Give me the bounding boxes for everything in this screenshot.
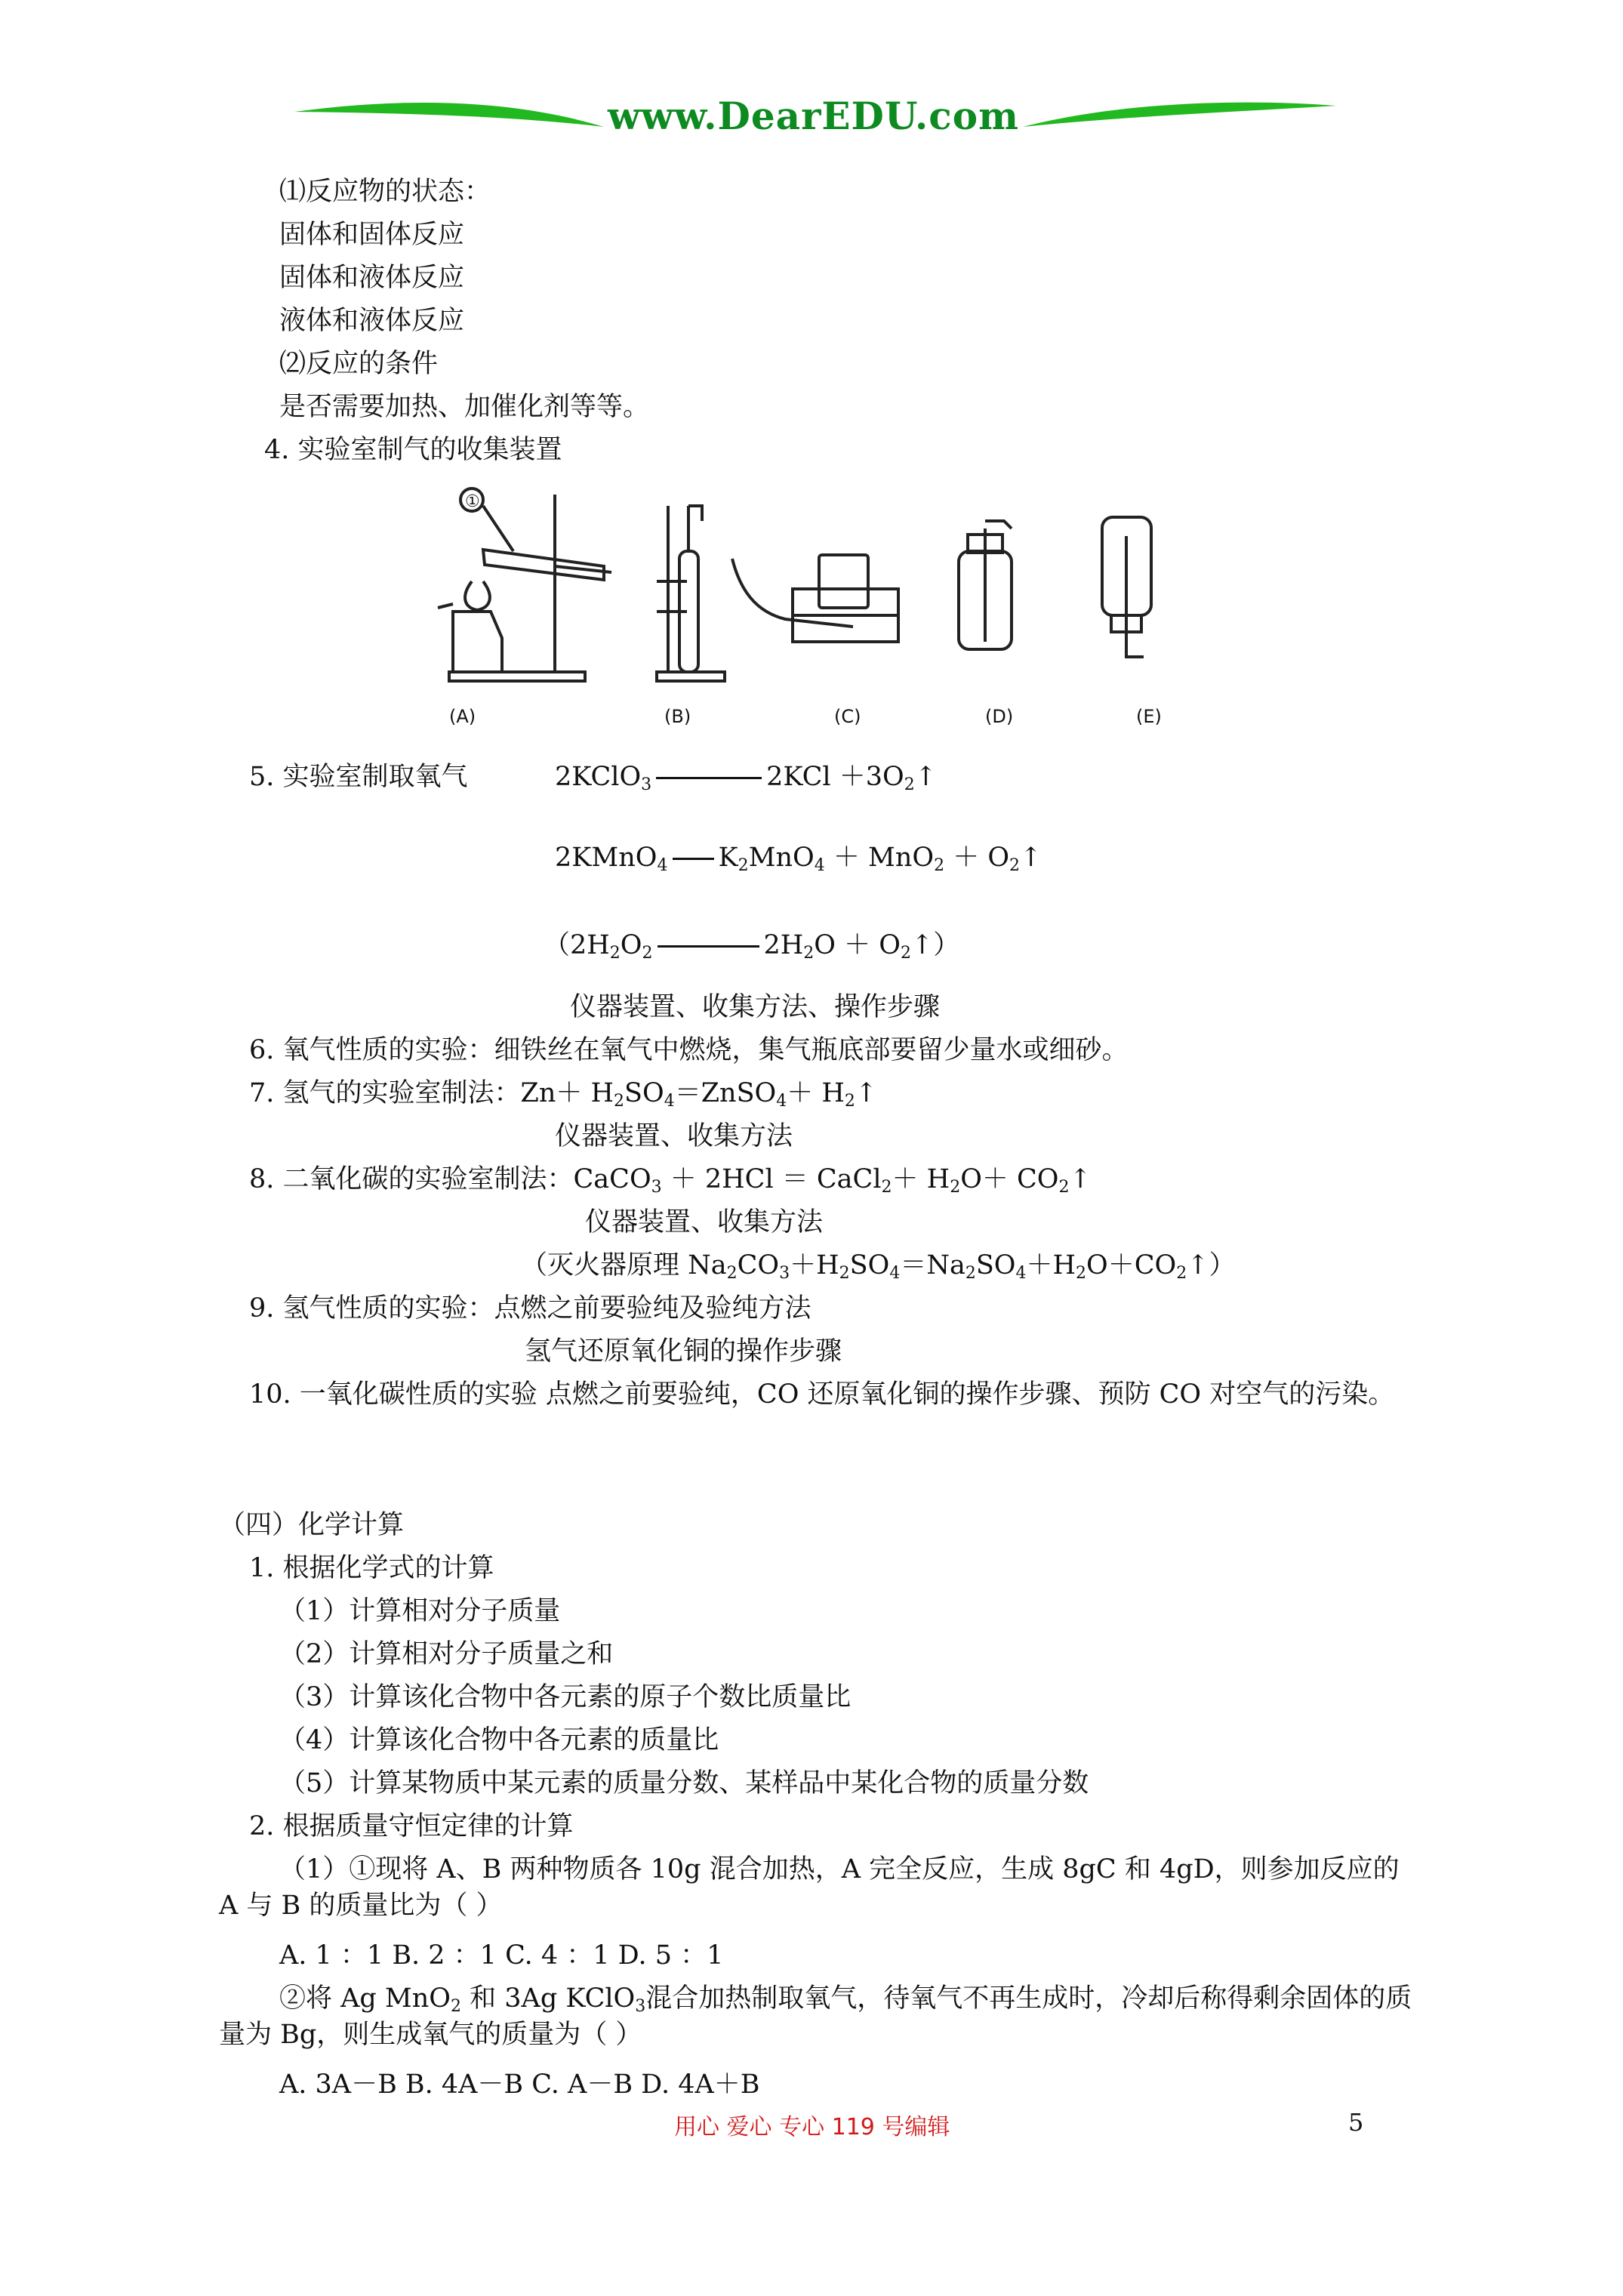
list-item: （1）计算相对分子质量 (279, 1596, 561, 1626)
list-item: （2）计算相对分子质量之和 (279, 1639, 614, 1669)
equation-1: 2KClO$_3$ $2KCl +3O_2↑$ (555, 762, 938, 794)
item-8: 8. 二氧化碳的实验室制法：CaCO$_3$ ＋ 2HCl ＝ CaCl$_2$＋ $H_2O+$ $CO_2↑$ (249, 1164, 1092, 1197)
note-text: 仪器装置、收集方法、操作步骤 (570, 992, 941, 1022)
item-7: 7. 氢气的实验室制法：$Zn+ H_2SO_4=ZnSO_4+$ $H_2↑$ (249, 1078, 878, 1111)
section-heading: 5. 实验室制取氧气 (249, 762, 468, 792)
figure-label-a: (A) (449, 706, 476, 727)
section-heading: 4. 实验室制气的收集装置 (264, 435, 562, 465)
note-text: 氢气还原氧化铜的操作步骤 (525, 1336, 842, 1367)
equation-2: 2KMnO$_4$ $K_2MnO_4 + MnO_2$ ＋ $O_2↑$ (555, 843, 1042, 875)
figure-label-c: (C) (834, 706, 861, 727)
apparatus-figure (430, 483, 1200, 729)
note-text: 仪器装置、收集方法 (555, 1121, 793, 1151)
list-item: （3）计算该化合物中各元素的原子个数比质量比 (279, 1682, 852, 1712)
note-text: 仪器装置、收集方法 (585, 1207, 824, 1237)
circled-label: ① (465, 492, 480, 511)
question-2: ②将 Ag MnO$_2$ 和 3Ag KClO$_3$混合加热制取氧气，待氧气不再生成时，冷却后称得剩余固体的质量为 Bg，则生成氧气的质量为（ ） (219, 1983, 1412, 2050)
question-1: （1）①现将 A、B 两种物质各 10g 混合加热，A 完全反应，生成 8gC 和 4gD，则参加反应的 A 与 B 的质量比为（ ） (219, 1854, 1400, 1921)
note-text: （灭火器原理 $Na_2CO_3+H_2SO_4=Na_2SO_4+H_2O+CO_2↑$） (521, 1250, 1236, 1283)
figure-label-d: (D) (985, 706, 1014, 727)
page-number: 5 (1348, 2108, 1364, 2137)
list-item: （4）计算该化合物中各元素的质量比 (279, 1725, 719, 1755)
figure-label-e: (E) (1136, 706, 1162, 727)
text-line: 是否需要加热、加催化剂等等。 (279, 392, 650, 422)
page-header (287, 89, 1344, 157)
text-line: 固体和液体反应 (279, 263, 465, 293)
equation-3: （$2H_2O_2$ $2H_2O$ ＋ $O_2↑$） (544, 930, 960, 963)
text-line: 液体和液体反应 (279, 306, 465, 336)
figure-label-b: (B) (664, 706, 691, 727)
apparatus-icon (430, 483, 1200, 729)
section-heading: （四）化学计算 (219, 1510, 405, 1540)
question-options: A. 3A－B B. 4A－B C. A－B D. 4A＋B (279, 2069, 760, 2100)
text-line: ⑵反应的条件 (279, 349, 439, 379)
item-9: 9. 氢气性质的实验：点燃之前要验纯及验纯方法 (249, 1293, 812, 1324)
text-line: ⑴反应物的状态： (279, 177, 491, 207)
site-name: www.DearEDU.com (608, 94, 1020, 138)
item-6: 6. 氧气性质的实验：细铁丝在氧气中燃烧，集气瓶底部要留少量水或细砂。 (249, 1035, 1129, 1065)
footer-text: 用心 爱心 专心 119 号编辑 (674, 2114, 950, 2140)
subsection-heading: 1. 根据化学式的计算 (249, 1553, 494, 1583)
subsection-heading: 2. 根据质量守恒定律的计算 (249, 1811, 574, 1841)
text-line: 固体和固体反应 (279, 220, 465, 250)
question-options: A. 1 ：1 B. 2 ：1 C. 4 ：1 D. 5 ：1 (279, 1940, 724, 1971)
list-item: （5）计算某物质中某元素的质量分数、某样品中某化合物的质量分数 (279, 1768, 1089, 1798)
item-10: 10. 一氧化碳性质的实验 点燃之前要验纯，CO 还原氧化铜的操作步骤、预防 CO 对空气的污染。 (249, 1379, 1395, 1410)
